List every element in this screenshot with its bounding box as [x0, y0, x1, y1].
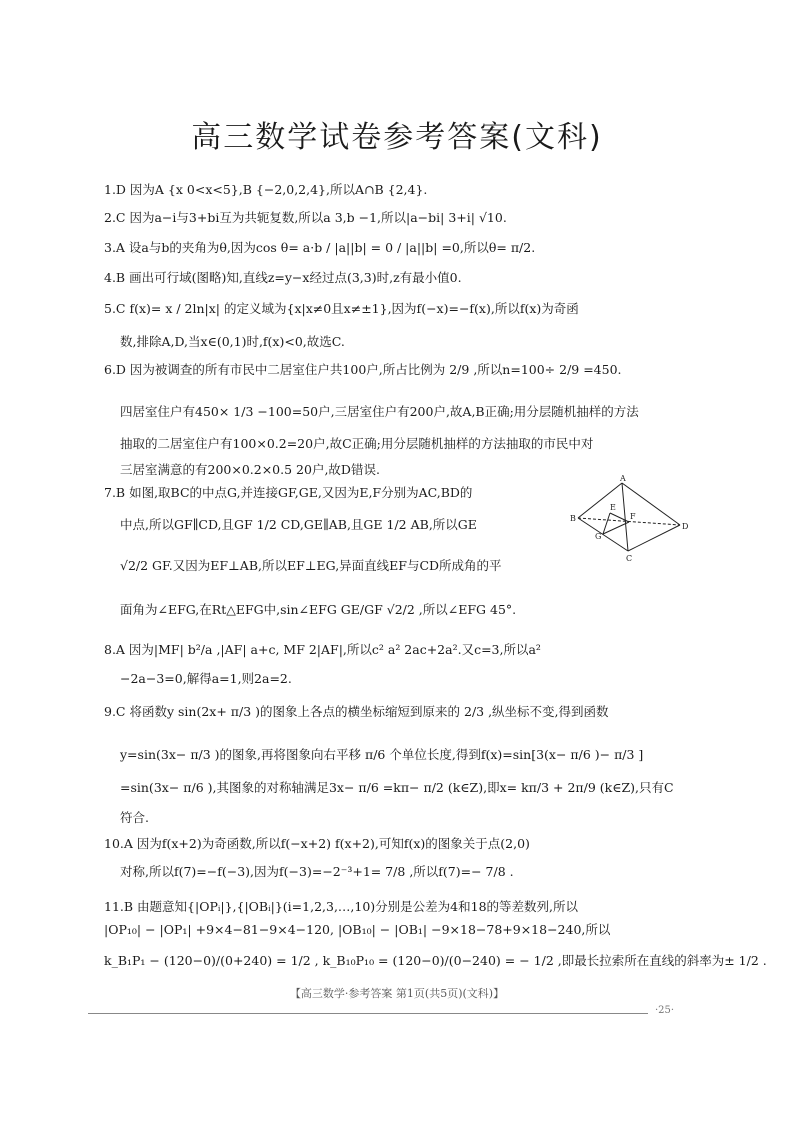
- label-f: F: [630, 512, 636, 521]
- edge-cd: [628, 525, 680, 551]
- answer-line: 3.A 设a与b的夹角为θ,因为cos θ= a·b / |a||b| = 0 / |a||b| =0,所以θ= π/2.: [104, 240, 536, 255]
- answer-line: k_B₁P₁ − (120−0)/(0+240) = 1/2 , k_B₁₀P₁₀ = (120−0)/(0−240) = − 1/2 ,即最长拉索所在直线的斜率为± 1/2 .: [104, 953, 767, 968]
- edge-ab: [578, 483, 622, 518]
- answer-line: 数,排除A,D,当x∈(0,1)时,f(x)<0,故选C.: [120, 334, 345, 349]
- label-d: D: [682, 522, 689, 531]
- answer-line: 11.B 由题意知{|OPᵢ|},{|OBᵢ|}(i=1,2,3,…,10)分别是公差为4和18的等差数列,所以: [104, 899, 579, 914]
- footer-rule: [88, 1013, 648, 1014]
- answer-line: =sin(3x− π/6 ),其图象的对称轴满足3x− π/6 =kπ− π/2 (k∈Z),即x= kπ/3 + 2π/9 (k∈Z),只有C: [120, 780, 674, 795]
- tetrahedron-figure: [570, 473, 690, 563]
- page-number: ·25·: [655, 1005, 675, 1016]
- answer-line: 中点,所以GF∥CD,且GF 1/2 CD,GE∥AB,且GE 1/2 AB,所以GE: [120, 517, 477, 532]
- label-g: G: [595, 532, 602, 541]
- answer-line: y=sin(3x− π/3 )的图象,再将图象向右平移 π/6 个单位长度,得到f(x)=sin[3(x− π/6 )− π/3 ]: [120, 747, 644, 762]
- answer-line: 符合.: [120, 810, 149, 825]
- answer-line: 对称,所以f(7)=−f(−3),因为f(−3)=−2⁻³+1= 7/8 ,所以f(7)=− 7/8 .: [120, 864, 514, 879]
- answer-line: 6.D 因为被调查的所有市民中二居室住户共100户,所占比例为 2/9 ,所以n=100÷ 2/9 =450.: [104, 362, 622, 377]
- answer-line: 抽取的二居室住户有100×0.2=20户,故C正确;用分层随机抽样的方法抽取的市民中对: [120, 436, 594, 451]
- answer-line: 10.A 因为f(x+2)为奇函数,所以f(−x+2) f(x+2),可知f(x)的图象关于点(2,0): [104, 836, 530, 851]
- page-footer: 【高三数学·参考答案 第1页(共5页)(文科)】: [289, 987, 505, 1000]
- page-title: 高三数学试卷参考答案(文科): [191, 120, 603, 155]
- edge-bc: [578, 518, 628, 551]
- answer-line: 4.B 画出可行域(图略)知,直线z=y−x经过点(3,3)时,z有最小值0.: [104, 270, 462, 285]
- answer-line: √2/2 GF.又因为EF⊥AB,所以EF⊥EG,异面直线EF与CD所成角的平: [120, 558, 502, 573]
- answer-line: 面角为∠EFG,在Rt△EFG中,sin∠EFG GE/GF √2/2 ,所以∠EFG 45°.: [120, 602, 517, 617]
- answer-line: |OP₁₀| − |OP₁| +9×4−81−9×4−120, |OB₁₀| − |OB₁| −9×18−78+9×18−240,所以: [104, 922, 611, 937]
- edge-ac: [622, 483, 628, 551]
- answer-line: 7.B 如图,取BC的中点G,并连接GF,GE,又因为E,F分别为AC,BD的: [104, 485, 473, 500]
- answer-line: 四居室住户有450× 1/3 −100=50户,三居室住户有200户,故A,B正确;用分层随机抽样的方法: [120, 404, 639, 419]
- answer-line: 8.A 因为|MF| b²/a ,|AF| a+c, MF 2|AF|,所以c² a² 2ac+2a².又c=3,所以a²: [104, 642, 541, 657]
- answer-line: 三居室满意的有200×0.2×0.5 20户,故D错误.: [120, 462, 380, 477]
- label-b: B: [570, 514, 576, 523]
- answer-line: 9.C 将函数y sin(2x+ π/3 )的图象上各点的横坐标缩短到原来的 2/3 ,纵坐标不变,得到函数: [104, 704, 609, 719]
- answer-line: 5.C f(x)= x / 2ln|x| 的定义域为{x|x≠0且x≠±1},因为f(−x)=−f(x),所以f(x)为奇函: [104, 301, 579, 316]
- label-a: A: [620, 474, 626, 483]
- label-c: C: [626, 554, 633, 563]
- answer-line: −2a−3=0,解得a=1,则2a=2.: [120, 671, 292, 686]
- answer-line: 2.C 因为a−i与3+bi互为共轭复数,所以a 3,b −1,所以|a−bi| 3+i| √10.: [104, 210, 507, 225]
- answer-line: 1.D 因为A {x 0<x<5},B {−2,0,2,4},所以A∩B {2,4}.: [104, 182, 428, 197]
- label-e: E: [610, 503, 616, 512]
